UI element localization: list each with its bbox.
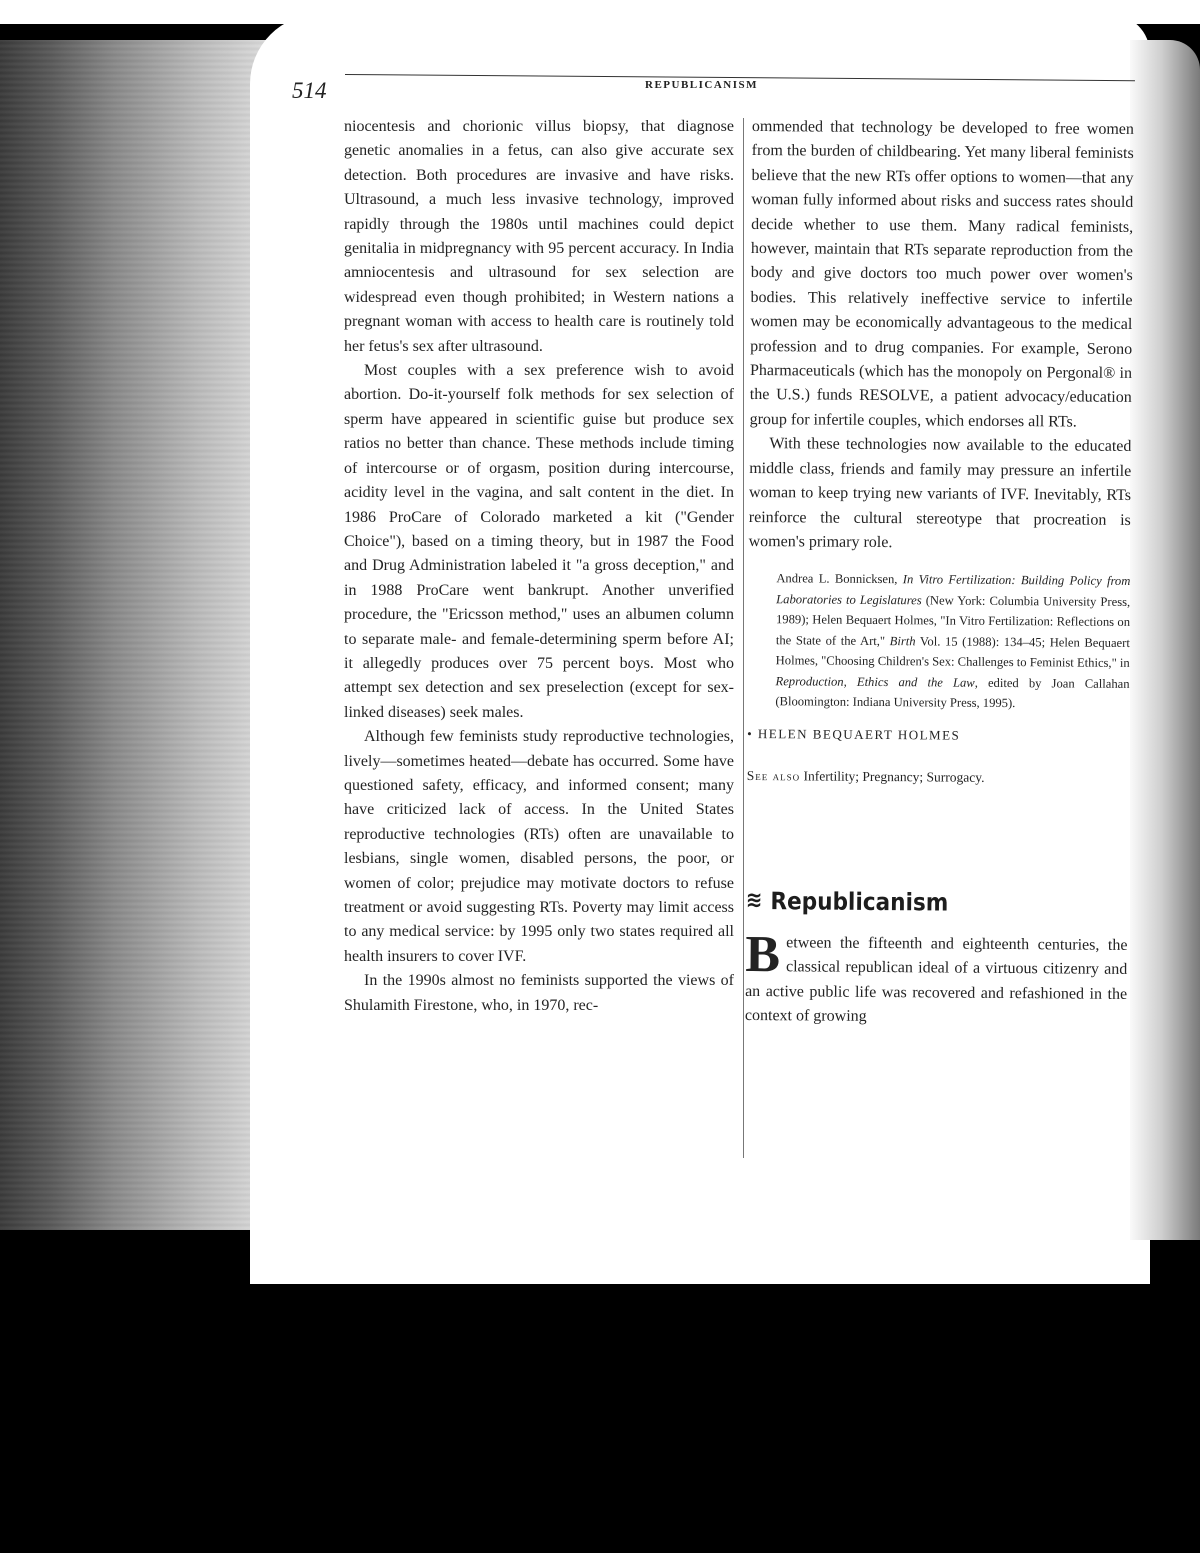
section-heading bbox=[745, 886, 1128, 917]
section-intro-text: etween the fifteenth and eighteenth centuries, the classical republican ideal of a virtuous citizenry and an active public life was recovered and refashioned in the context of growing bbox=[744, 934, 1128, 1026]
column-divider bbox=[743, 118, 744, 1158]
running-head: REPUBLICANISM bbox=[645, 79, 759, 91]
reference-text: Andrea L. Bonnicksen, bbox=[776, 571, 903, 587]
right-paragraph-1: ommended that technology be developed to free women from the burden of childbearing. Yet many liberal feminists believe that the new RTs offer options to women—that any woman fully informed about risks and success rates should decide whether to use them. Many radical feminists, however, maintain that RTs separate reproduction from the body and give doctors too much power over women's bodies. This relatively ineffective service to infertile women may be economically advantageous to the medical profession and to drug companies. For example, Serono Pharmaceuticals (which has the monopoly on Pergonal® in the U.S.) funds RESOLVE, a patient advocacy/education group for infertile couples, which endorses all RTs. bbox=[749, 117, 1134, 431]
left-paragraph-3: Although few feminists study reproductive technologies, lively—sometimes heated—debate has occurred. Some have questioned safety, efficacy, and informed consent; many have criticized lack of access. In the United States reproductive technologies (RTs) often are unavailable to lesbians, single women, disabled persons, the poor, or women of color; prejudice may motivate doctors to refuse treatment or avoid suggesting RTs. Poverty may limit access to any medical service: by 1995 only two states required all health insurers to cover IVF. bbox=[344, 728, 734, 965]
left-paragraph-1: niocentesis and chorionic villus biopsy, that diagnose genetic anomalies in a fetus, can also give accurate sex detection. Both procedures are invasive and have risks. Ultrasound, a much less invasive technology, improved rapidly through the 1980s until machines could depict genitalia in midpregnancy with 95 percent accuracy. In India amniocentesis and ultrasound for sex selection are widespread even though prohibited; in Western nations a pregnant woman with access to health care is routinely told her fetus's sex after ultrasound. bbox=[344, 118, 734, 355]
right-column bbox=[745, 115, 1134, 1032]
reference-title: Birth bbox=[889, 633, 916, 649]
left-paragraph-4: In the 1990s almost no feminists supported the views of Shulamith Firestone, who, in 1970, rec- bbox=[344, 972, 734, 1014]
reference-title: In Vitro Fertilization: Building Policy from Laboratories to Legislatures bbox=[776, 572, 1131, 608]
section-intro bbox=[744, 926, 1128, 1032]
see-also-items: Infertility; Pregnancy; Surrogacy. bbox=[800, 768, 985, 786]
reference-text: Vol. 15 (1988): 134–45; Helen Bequaert Holmes, "Choosing Children's Sex: Challenges to Feminist Ethics," in bbox=[775, 634, 1130, 671]
left-column bbox=[344, 115, 734, 1018]
right-paragraph-2: With these technologies now available to the educated middle class, friends and family may pressure an infertile woman to keep trying new variants of IVF. Inevitably, RTs reinforce the cultural stereotype that procreation is women's primary role. bbox=[748, 435, 1132, 552]
drop-cap: B bbox=[745, 926, 781, 984]
see-also-label: See also bbox=[746, 768, 801, 784]
reference-title: Reproduction, Ethics and the Law bbox=[775, 674, 975, 690]
references bbox=[747, 568, 1130, 714]
page-number: 514 bbox=[292, 78, 327, 103]
triple-bar-icon: ≋ bbox=[745, 887, 763, 913]
book-right-edge bbox=[1130, 40, 1200, 1240]
book-page-edges bbox=[0, 40, 285, 1230]
reference-text: , edited by Joan Callahan (Bloomington: Indiana University Press, 1995). bbox=[775, 675, 1130, 711]
section-heading-text: Republicanism bbox=[770, 886, 949, 917]
see-also bbox=[747, 764, 1129, 791]
reference-text: (New York: Columbia University Press, 1989); Helen Bequaert Holmes, "In Vitro Fertilization: Reflections on the State of the Art," bbox=[775, 593, 1131, 648]
author-signature: • HELEN BEQUAERT HOLMES bbox=[747, 725, 961, 743]
left-paragraph-2: Most couples with a sex preference wish to avoid abortion. Do-it-yourself folk methods for sex selection of sperm have appeared in scientific guise but produce sex ratios no better than chance. These methods include timing of intercourse or of orgasm, position during intercourse, acidity level in the vagina, and salt content in the diet. In 1986 ProCare of Colorado marketed a kit ("Gender Choice"), based on a timing theory, but in 1987 the Food and Drug Administration labeled it "a gross deception," and in 1988 ProCare went bankrupt. Another unverified procedure, the "Ericsson method," uses an albumen column to separate male- and female-determining sperm before AI; it allegedly produces over 75 percent boys. Most who attempt sex detection and sex preselection (except for sex-linked diseases) seek males. bbox=[344, 362, 734, 721]
